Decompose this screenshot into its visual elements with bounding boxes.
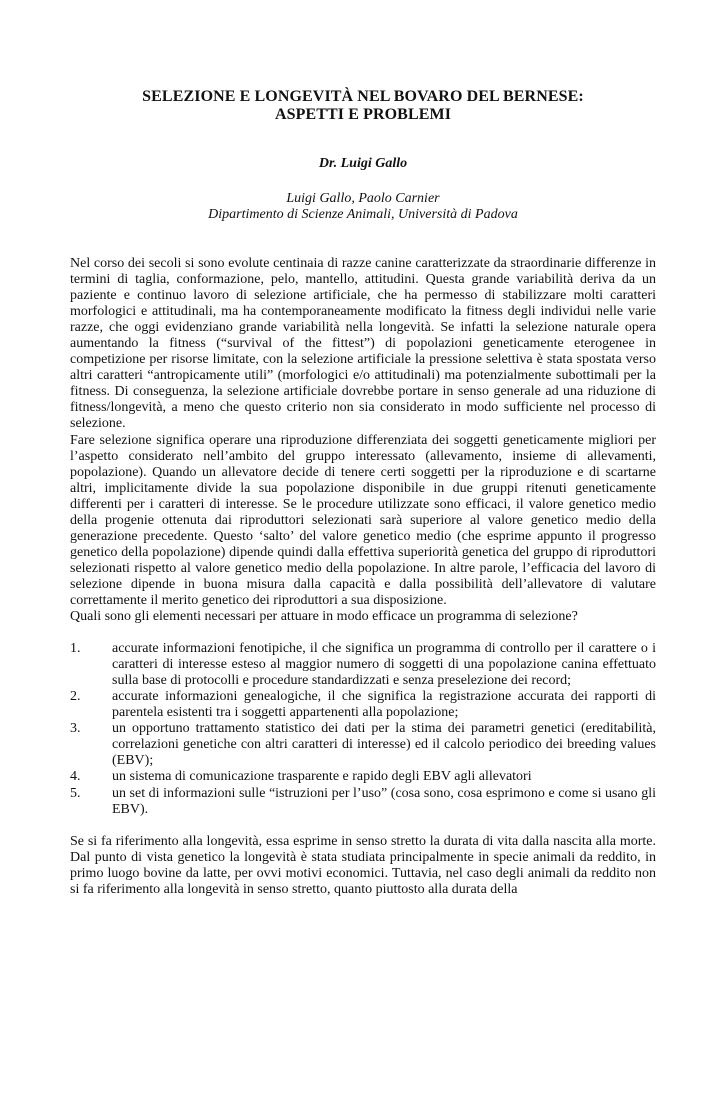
list-item-text: accurate informazioni fenotipiche, il che significa un programma di controllo per il carattere o i caratteri di interesse esteso al maggior numero di soggetti di una popolazione canina effettuato sulla base di protocolli e procedure standardizzati e senza preselezione dei record; bbox=[112, 641, 656, 689]
paragraph: Nel corso dei secoli si sono evolute centinaia di razze canine caratterizzate da straordinarie differenze in termini di taglia, conformazione, pelo, mantello, attitudini. Questa grande variabilità deriva da un paziente e continuo lavoro di selezione artificiale, che ha permesso di stabilizzare molti caratteri morfologici e attitudinali, ma ha contemporaneamente modificato la fitness degli individui nelle varie razze, che oggi evidenziano grande variabilità nella longevità. Se infatti la selezione naturale opera aumentando la fitness (“survival of the fittest”) di popolazioni geneticamente eterogenee in competizione per risorse limitate, con la selezione artificiale la pressione selettiva è stata spostata verso altri caratteri “antropicamente utili” (morfologici e/o attitudinali) ma potenzialmente subottimali per la fitness. Di conseguenza, la selezione artificiale dovrebbe portare in senso generale ad una riduzione di fitness/longevità, a meno che questo criterio non sia considerato in modo sufficiente nel processo di selezione. bbox=[70, 256, 656, 432]
list-item-text: accurate informazioni genealogiche, il che significa la registrazione accurata dei rapporti di parentela esistenti tra i soggetti appartenenti alla popolazione; bbox=[112, 689, 656, 721]
list-item bbox=[70, 786, 656, 818]
list-item-number: 2. bbox=[70, 689, 81, 705]
paragraph: Quali sono gli elementi necessari per attuare in modo efficace un programma di selezione? bbox=[70, 609, 578, 625]
affiliation-names: Luigi Gallo, Paolo Carnier bbox=[286, 191, 440, 206]
list-item-number: 4. bbox=[70, 769, 81, 785]
requirements-list bbox=[70, 641, 656, 818]
affiliation-block bbox=[70, 191, 656, 223]
list-item-text: un sistema di comunicazione trasparente e rapido degli EBV agli allevatori bbox=[112, 769, 532, 785]
author-name: Dr. Luigi Gallo bbox=[318, 156, 408, 171]
paragraph: Fare selezione significa operare una riproduzione differenziata dei soggetti geneticamente migliori per l’aspetto considerato nell’ambito del gruppo interessato (allevamento, insieme di allevamenti, popolazione). Quando un allevatore decide di tenere certi soggetti per la riproduzione e di scartarne altri, implicitamente divide la sua popolazione disponibile in due gruppi ritenuti geneticamente differenti per i caratteri di interesse. Se le procedure utilizzate sono efficaci, il valore genetico medio della progenie ottenuta dai riproduttori selezionati sarà superiore al valore genetico medio della generazione precedente. Questo ‘salto’ del valore genetico medio (che esprime appunto il progresso genetico della popolazione) dipende quindi dalla effettiva superiorità genetica del gruppo di riproduttori selezionati rispetto al valore genetico medio della popolazione. In altre parole, l’efficacia del lavoro di selezione dipende in buona misura dalla capacità e dalla possibilità dell’allevatore di valutare correttamente il merito genetico dei riproduttori a sua disposizione. bbox=[70, 432, 656, 608]
list-item-number: 1. bbox=[70, 641, 81, 657]
title-line-1: SELEZIONE E LONGEVITÀ NEL BOVARO DEL BERNESE: bbox=[142, 88, 584, 105]
body-text bbox=[70, 256, 656, 898]
document-page bbox=[0, 88, 724, 1112]
list-item-text: un opportuno trattamento statistico dei dati per la stima dei parametri genetici (ereditabilità, correlazioni genetiche con altri caratteri di interesse) ed il calcolo periodico dei breeding values (EBV); bbox=[112, 721, 656, 769]
affiliation-department: Dipartimento di Scienze Animali, Università di Padova bbox=[208, 207, 518, 222]
list-item-number: 5. bbox=[70, 785, 81, 801]
list-item-text: un set di informazioni sulle “istruzioni per l’uso” (cosa sono, cosa esprimono e come si usano gli EBV). bbox=[112, 785, 656, 817]
list-item bbox=[70, 721, 656, 769]
list-item-number: 3. bbox=[70, 721, 81, 737]
page-title bbox=[70, 88, 656, 124]
title-line-2: ASPETTI E PROBLEMI bbox=[274, 106, 452, 123]
list-item bbox=[70, 689, 656, 721]
closing-paragraph: Se si fa riferimento alla longevità, essa esprime in senso stretto la durata di vita dalla nascita alla morte. Dal punto di vista genetico la longevità è stata studiata principalmente in specie animali da reddito, in primo luogo bovine da latte, per ovvi motivi economici. Tuttavia, nel caso degli animali da reddito non si fa riferimento alla longevità in senso stretto, quanto piuttosto alla durata della bbox=[70, 833, 656, 897]
list-item bbox=[70, 641, 656, 689]
list-item bbox=[70, 769, 656, 785]
